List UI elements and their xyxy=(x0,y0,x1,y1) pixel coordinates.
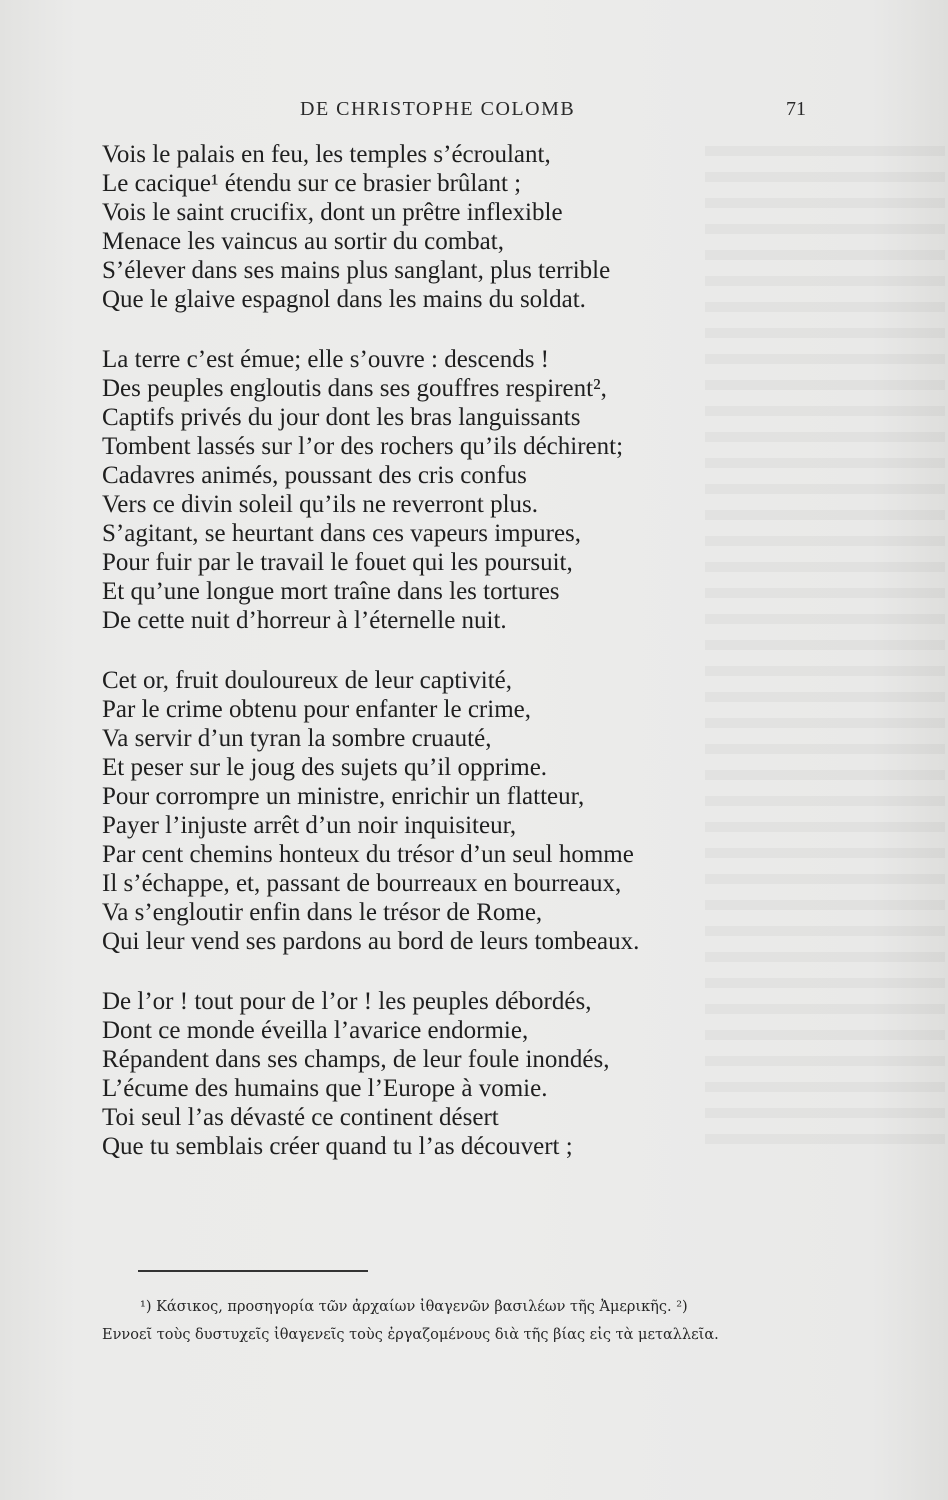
verse-line: Cet or, fruit douloureux de leur captivité, xyxy=(102,667,512,694)
verse-line: Toi seul l’as dévasté ce continent désert xyxy=(102,1104,499,1131)
stanza xyxy=(102,140,842,314)
verse-line: De l’or ! tout pour de l’or ! les peuples débordés, xyxy=(102,988,592,1015)
verse-line: Vois le palais en feu, les temples s’écroulant, xyxy=(102,141,551,168)
footnote-line: Εννοεῖ τοὺς δυστυχεῖς ἰθαγενεῖς τοὺς ἐργαζομένους διὰ τῆς βίας εἰς τὰ μεταλλεῖα. xyxy=(102,1327,719,1343)
verse-line: Menace les vaincus au sortir du combat, xyxy=(102,228,504,255)
verse-line: Dont ce monde éveilla l’avarice endormie, xyxy=(102,1017,529,1044)
verse-line: Et qu’une longue mort traîne dans les tortures xyxy=(102,578,560,605)
verse-line: Vers ce divin soleil qu’ils ne reverront plus. xyxy=(102,491,539,518)
verse-line: Va s’engloutir enfin dans le trésor de Rome, xyxy=(102,899,543,926)
verse-line: Des peuples engloutis dans ses gouffres respirent², xyxy=(102,375,607,402)
verse-line: Qui leur vend ses pardons au bord de leurs tombeaux. xyxy=(102,928,640,955)
page-number: 71 xyxy=(786,98,806,120)
running-title: DE CHRISTOPHE COLOMB xyxy=(300,98,576,120)
verse-line: Par le crime obtenu pour enfanter le crime, xyxy=(102,696,531,723)
footnote-line: ¹) Κάσικος, προσηγορία τῶν ἀρχαίων ἰθαγενῶν βασιλέων τῆς Ἀμερικῆς. ²) xyxy=(140,1299,688,1315)
verse-line: Pour fuir par le travail le fouet qui les poursuit, xyxy=(102,549,573,576)
verse-line: L’écume des humains que l’Europe à vomie. xyxy=(102,1075,548,1102)
verse-line: Et peser sur le joug des sujets qu’il opprime. xyxy=(102,754,548,781)
verse-line: Va servir d’un tyran la sombre cruauté, xyxy=(102,725,492,752)
footnote-divider xyxy=(138,1270,368,1272)
verse-line: Vois le saint crucifix, dont un prêtre inflexible xyxy=(102,199,563,226)
verse-line: Payer l’injuste arrêt d’un noir inquisiteur, xyxy=(102,812,517,839)
verse-line: Pour corrompre un ministre, enrichir un flatteur, xyxy=(102,783,585,810)
verse-line: La terre c’est émue; elle s’ouvre : descends ! xyxy=(102,346,550,373)
verse-line: De cette nuit d’horreur à l’éternelle nuit. xyxy=(102,607,507,634)
verse-line: Le cacique¹ étendu sur ce brasier brûlant ; xyxy=(102,170,522,197)
stanza xyxy=(102,666,842,956)
verse-line: Que le glaive espagnol dans les mains du soldat. xyxy=(102,286,586,313)
verse-line: Captifs privés du jour dont les bras languissants xyxy=(102,404,581,431)
footnotes xyxy=(102,1293,842,1349)
verse-line: Par cent chemins honteux du trésor d’un seul homme xyxy=(102,841,634,868)
verse-line: Que tu semblais créer quand tu l’as découvert ; xyxy=(102,1133,573,1160)
poem xyxy=(102,140,842,1192)
stanza xyxy=(102,345,842,635)
stanza xyxy=(102,987,842,1161)
verse-line: Tombent lassés sur l’or des rochers qu’ils déchirent; xyxy=(102,433,624,460)
verse-line: Répandent dans ses champs, de leur foule inondés, xyxy=(102,1046,610,1073)
verse-line: S’élever dans ses mains plus sanglant, plus terrible xyxy=(102,257,611,284)
verse-line: S’agitant, se heurtant dans ces vapeurs impures, xyxy=(102,520,582,547)
verse-line: Cadavres animés, poussant des cris confus xyxy=(102,462,527,489)
verse-line: Il s’échappe, et, passant de bourreaux en bourreaux, xyxy=(102,870,622,897)
